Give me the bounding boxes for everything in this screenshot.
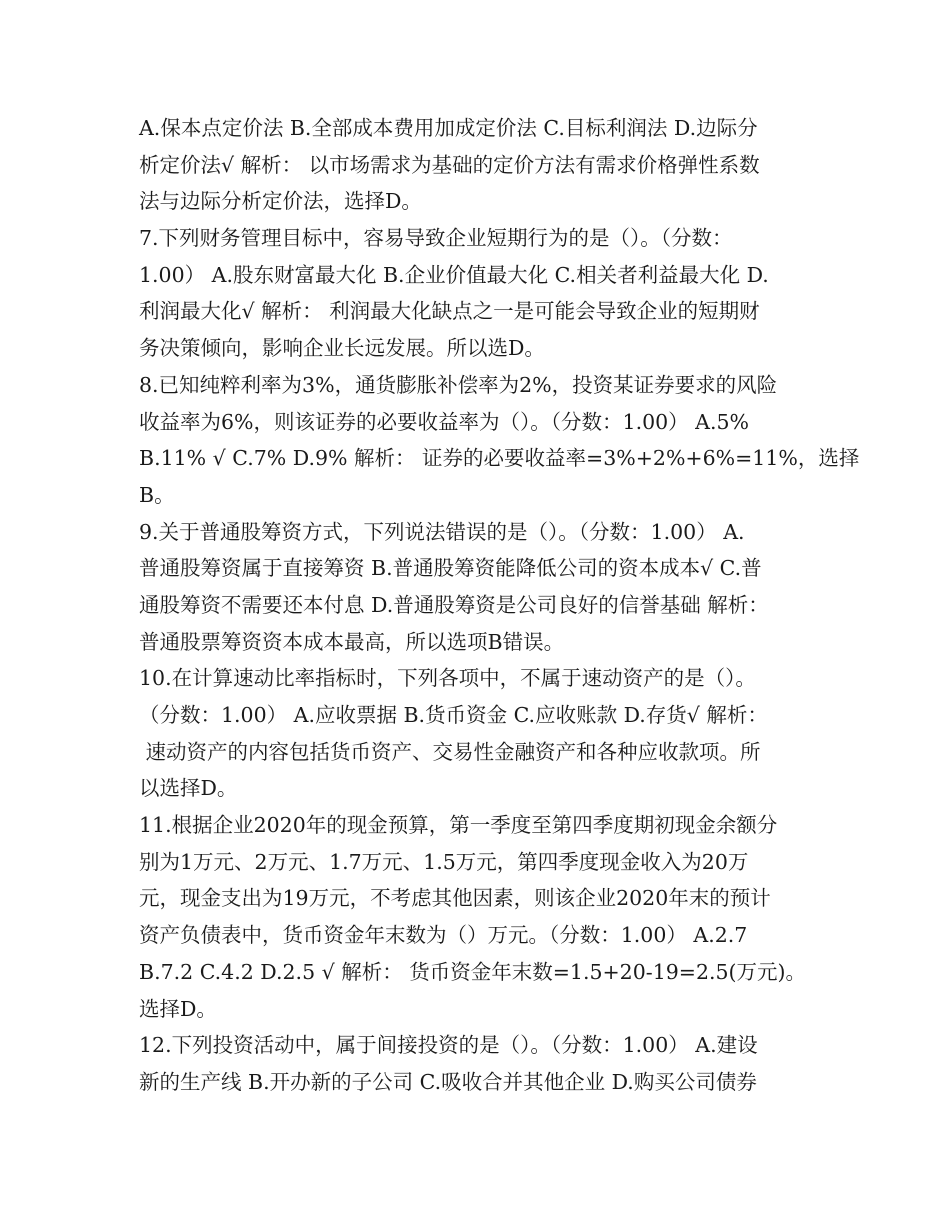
question-7-line: 7.下列财务管理目标中，容易导致企业短期行为的是（）。（分数： <box>139 226 733 251</box>
question-11-line: 11.根据企业2020年的现金预算，第一季度至第四季度期初现金余额分 <box>139 813 778 838</box>
text-line: 别为1万元、2万元、1.7万元、1.5万元，第四季度现金收入为20万 <box>139 849 749 874</box>
question-9-line: 9.关于普通股筹资方式，下列说法错误的是（）。（分数：1.00） A. <box>139 519 745 544</box>
text-line: 1.00） A.股东财富最大化 B.企业价值最大化 C.相关者利益最大化 D. <box>139 262 769 287</box>
text-line: 通股筹资不需要还本付息 D.普通股筹资是公司良好的信誉基础 解析： <box>139 592 769 617</box>
text-line: B.11% √ C.7% D.9% 解析： 证券的必要收益率=3%+2%+6%=11%，选择 <box>139 446 860 471</box>
text-line: 普通股筹资属于直接筹资 B.普通股筹资能降低公司的资本成本√ C.普 <box>139 556 762 581</box>
question-8-line: 8.已知纯粹利率为3%，通货膨胀补偿率为2%，投资某证券要求的风险 <box>139 372 778 397</box>
text-line: B.7.2 C.4.2 D.2.5 √ 解析： 货币资金年末数=1.5+20-19=2.5(万元)。 <box>139 959 807 984</box>
text-line: 选择D。 <box>139 996 217 1021</box>
text-line: 元，现金支出为19万元，不考虑其他因素，则该企业2020年末的预计 <box>139 886 771 911</box>
text-line: （分数：1.00） A.应收票据 B.货币资金 C.应收账款 D.存货√ 解析： <box>139 703 768 727</box>
text-line: 资产负债表中，货币资金年末数为（）万元。（分数：1.00） A.2.7 <box>139 923 748 948</box>
text-line: A.保本点定价法 B.全部成本费用加成定价法 C.目标利润法 D.边际分 <box>139 116 758 140</box>
text-line: 务决策倾向，影响企业长远发展。所以选D。 <box>139 336 545 361</box>
text-line: 普通股票筹资资本成本最高，所以选项B错误。 <box>139 629 565 654</box>
text-line: 以选择D。 <box>139 776 238 801</box>
text-line: 新的生产线 B.开办新的子公司 C.吸收合并其他企业 D.购买公司债券 <box>139 1069 757 1094</box>
text-line: B。 <box>139 482 175 507</box>
text-line: 析定价法√ 解析： 以市场需求为基础的定价方法有需求价格弹性系数 <box>139 152 760 177</box>
text-line: 利润最大化√ 解析： 利润最大化缺点之一是可能会导致企业的短期财 <box>139 299 760 324</box>
question-12-line: 12.下列投资活动中，属于间接投资的是（）。（分数：1.00） A.建设 <box>139 1033 758 1058</box>
text-line: 速动资产的内容包括货币资产、交易性金融资产和各种应收款项。所 <box>139 739 761 764</box>
text-line: 法与边际分析定价法，选择D。 <box>139 189 422 214</box>
exam-text-body <box>139 110 860 1101</box>
question-10-line: 10.在计算速动比率指标时，下列各项中，不属于速动资产的是（）。 <box>139 666 756 691</box>
text-line: 收益率为6%，则该证券的必要收益率为（）。（分数：1.00） A.5% <box>139 409 750 434</box>
